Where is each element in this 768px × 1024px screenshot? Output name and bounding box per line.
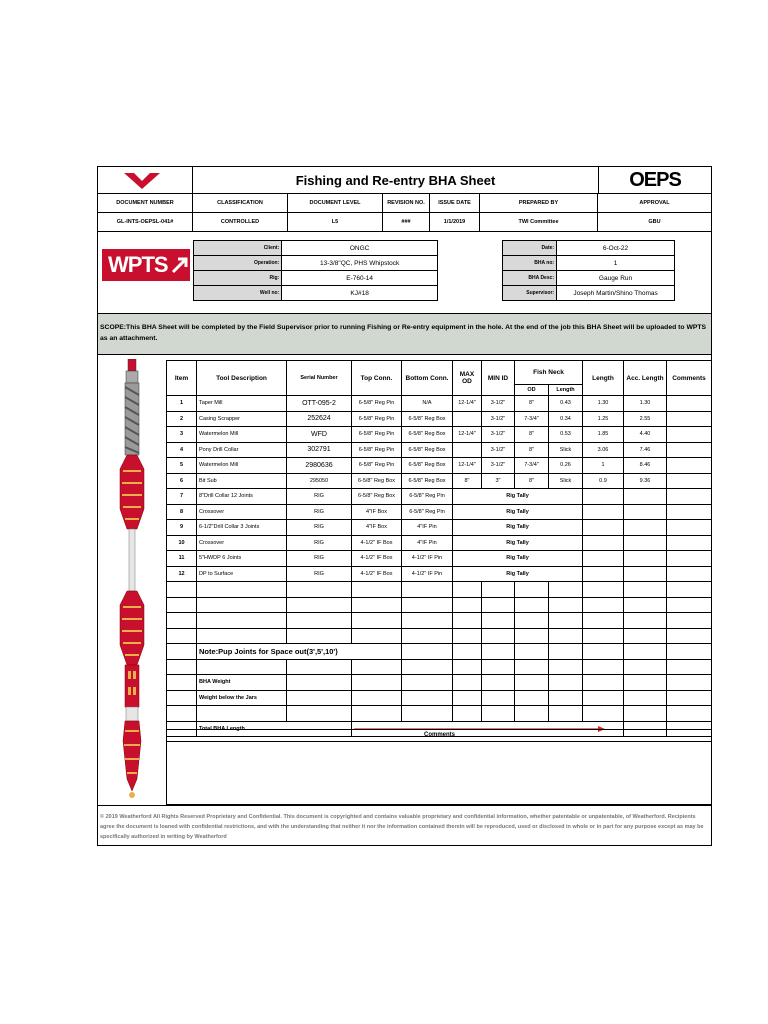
cell-min-id: 3-1/2" — [482, 427, 515, 443]
cell-max-od: 8" — [453, 473, 482, 489]
cell-fn-len: Slick — [549, 442, 583, 458]
cell-length: 1 — [583, 458, 624, 474]
comments-title: Comments — [167, 730, 712, 742]
empty-row — [167, 706, 712, 722]
cell-comment — [667, 411, 712, 427]
col-max-od: MAX OD — [453, 361, 482, 396]
cell-top: 6-5/8" Reg Box — [352, 473, 402, 489]
weatherford-logo-icon — [98, 167, 193, 193]
doc-label: DOCUMENT NUMBER — [98, 194, 193, 212]
cell-tool: Watermelon Mill — [197, 458, 287, 474]
cell-top: 6-5/8" Reg Pin — [352, 396, 402, 412]
cell-top: 4-1/2" IF Box — [352, 535, 402, 551]
cell-serial: 2980636 — [287, 458, 352, 474]
page-title: Fishing and Re-entry BHA Sheet — [295, 172, 496, 188]
bha-drawing — [108, 359, 158, 809]
well-info-row — [194, 256, 438, 271]
cell-bottom: 6-5/8" Reg Pin — [402, 489, 453, 505]
cell-top: 6-5/8" Reg Pin — [352, 427, 402, 443]
job-info-row — [503, 256, 675, 271]
cell-serial: RIG — [287, 551, 352, 567]
cell-fn-len: 0.26 — [549, 458, 583, 474]
cell-fn-len: Slick — [549, 473, 583, 489]
cell-tool: 5"HWDP 6 Joints — [197, 551, 287, 567]
cell-top: 4-1/2" IF Box — [352, 566, 402, 582]
cell-serial: OTT-095-2 — [287, 396, 352, 412]
job-info-value: Gauge Run — [557, 271, 675, 286]
col-acc-length: Acc. Length — [624, 361, 667, 396]
empty-row — [167, 613, 712, 629]
cell-max-od: 12-1/4" — [453, 458, 482, 474]
weatherford-logo — [98, 167, 193, 193]
cell-tool: Bit Sub — [197, 473, 287, 489]
cell-bottom: N/A — [402, 396, 453, 412]
cell-tool: Taper Mill — [197, 396, 287, 412]
cell-serial: 295050 — [287, 473, 352, 489]
table-row — [167, 427, 712, 443]
cell-acc: 9.36 — [624, 473, 667, 489]
doc-label: DOCUMENT LEVEL — [288, 194, 383, 212]
job-info-row — [503, 286, 675, 301]
cell-serial: WFD — [287, 427, 352, 443]
bha-weight-label: BHA Weight — [197, 675, 287, 691]
cell-acc: 7.46 — [624, 442, 667, 458]
cell-max-od — [453, 411, 482, 427]
bha-sheet — [97, 166, 712, 846]
comments-box — [166, 729, 712, 805]
total-length-label: Total BHA Length — [197, 721, 352, 737]
cell-tool: Pony Drill Collar — [197, 442, 287, 458]
cell-length: 3.06 — [583, 442, 624, 458]
cell-fn-len: 0.53 — [549, 427, 583, 443]
cell-rig-tally: Rig Tally — [453, 535, 583, 551]
table-row — [167, 489, 712, 505]
cell-rig-tally: Rig Tally — [453, 520, 583, 536]
table-row — [167, 551, 712, 567]
cell-item: 3 — [167, 427, 197, 443]
well-info-value: KJ#18 — [282, 286, 438, 301]
col-min-id: MIN ID — [482, 361, 515, 396]
cell-length: 0.9 — [583, 473, 624, 489]
table-row — [167, 411, 712, 427]
scope-text: SCOPE:This BHA Sheet will be completed by the Field Supervisor prior to running Fishing or Re-entry equipment in the hole. At the end of the job this BHA Sheet will be uploaded to WPTS as an attachment. — [98, 313, 711, 355]
bha-weight-row — [167, 675, 712, 691]
col-fish-neck: Fish Neck — [515, 361, 583, 385]
cell-top: 6-5/8" Reg Box — [352, 489, 402, 505]
note-row — [167, 644, 712, 660]
oeps-brand: OEPS — [629, 168, 681, 191]
cell-item: 9 — [167, 520, 197, 536]
cell-fn-len: 0.43 — [549, 396, 583, 412]
doc-label: REVISION NO. — [383, 194, 430, 212]
cell-length: 1.30 — [583, 396, 624, 412]
cell-item: 6 — [167, 473, 197, 489]
doc-value: CONTROLLED — [193, 213, 288, 231]
cell-comment — [667, 427, 712, 443]
well-info-label: Rig: — [194, 271, 282, 286]
cell-bottom: 4"IF Pin — [402, 535, 453, 551]
cell-max-od — [453, 442, 482, 458]
cell-min-id: 3-1/2" — [482, 396, 515, 412]
cell-item: 12 — [167, 566, 197, 582]
cell-min-id: 3-1/2" — [482, 442, 515, 458]
well-info-label: Client: — [194, 241, 282, 256]
cell-serial: RIG — [287, 504, 352, 520]
doc-header-labels — [98, 194, 711, 213]
cell-serial: RIG — [287, 566, 352, 582]
footer-disclaimer: © 2019 Weatherford All Rights Reserved Proprietary and Confidential. This document is copyrighted and contains valuable proprietary and confidential information, whether patentable or unpatentable, of Weatherford. Recipients agree the document is loaned with confidential restrictions, and with the understanding that neither it nor the information contained therein will be reproduced, used or disclosed in whole or in part for any purpose except as may be specifically authorized in writing by Weatherford — [98, 805, 711, 845]
table-row — [167, 520, 712, 536]
cell-fn-od: 7-3/4" — [515, 411, 549, 427]
well-info-value: 13-3/8"QC, PHS Whipstock — [282, 256, 438, 271]
well-info-value: ONGC — [282, 241, 438, 256]
table-row — [167, 535, 712, 551]
doc-value: GBU — [648, 219, 661, 225]
cell-tool: Crossover — [197, 535, 287, 551]
doc-label: CLASSIFICATION — [193, 194, 288, 212]
cell-acc: 4.40 — [624, 427, 667, 443]
cell-bottom: 6-5/8" Reg Pin — [402, 504, 453, 520]
cell-item: 11 — [167, 551, 197, 567]
job-info-label: Supervisor: — [503, 286, 557, 301]
cell-tool: Casing Scrapper — [197, 411, 287, 427]
cell-min-id: 3-1/2" — [482, 411, 515, 427]
well-info-label: Well no: — [194, 286, 282, 301]
pup-joint-note: Note:Pup Joints for Space out(3',5',10') — [197, 644, 402, 660]
cell-top: 6-5/8" Reg Pin — [352, 411, 402, 427]
weight-below-jars-label: Weight below the Jars — [197, 690, 287, 706]
wpts-arrow-icon — [170, 255, 190, 275]
cell-min-id: 3" — [482, 473, 515, 489]
doc-label: APPROVAL — [639, 200, 670, 206]
col-length: Length — [583, 361, 624, 396]
weight-jars-row — [167, 690, 712, 706]
well-info-row — [194, 241, 438, 256]
cell-fn-len: 0.34 — [549, 411, 583, 427]
title-row — [98, 167, 711, 194]
cell-top: 4-1/2" IF Box — [352, 551, 402, 567]
cell-bottom: 6-5/8" Reg Box — [402, 411, 453, 427]
cell-item: 7 — [167, 489, 197, 505]
cell-rig-tally: Rig Tally — [453, 489, 583, 505]
cell-tool: DP to Surface — [197, 566, 287, 582]
wpts-logo — [102, 249, 190, 281]
cell-top: 6-5/8" Reg Pin — [352, 442, 402, 458]
col-fn-length: Length — [549, 385, 583, 396]
doc-value: ### — [383, 213, 430, 231]
cell-min-id: 3-1/2" — [482, 458, 515, 474]
cell-comment — [667, 442, 712, 458]
empty-row — [167, 659, 712, 675]
doc-value: TWI Committee — [480, 213, 598, 231]
cell-length: 1.25 — [583, 411, 624, 427]
job-info-row — [503, 271, 675, 286]
cell-serial: RIG — [287, 489, 352, 505]
job-info-value: 6-Oct-22 — [557, 241, 675, 256]
cell-tool: 8"Drill Collar 12 Joints — [197, 489, 287, 505]
bha-table — [166, 360, 712, 737]
cell-max-od: 12-1/4" — [453, 396, 482, 412]
cell-comment — [667, 396, 712, 412]
col-top-conn: Top Conn. — [352, 361, 402, 396]
table-row — [167, 442, 712, 458]
job-info-value: 1 — [557, 256, 675, 271]
col-fn-od: OD — [515, 385, 549, 396]
job-info-table — [502, 240, 675, 301]
cell-rig-tally: Rig Tally — [453, 551, 583, 567]
cell-fn-od: 8" — [515, 427, 549, 443]
cell-fn-od: 8" — [515, 396, 549, 412]
cell-rig-tally: Rig Tally — [453, 504, 583, 520]
col-bottom-conn: Bottom Conn. — [402, 361, 453, 396]
cell-bottom: 4-1/2" IF Pin — [402, 566, 453, 582]
col-item: Item — [167, 361, 197, 396]
table-row — [167, 473, 712, 489]
cell-acc: 8.46 — [624, 458, 667, 474]
table-row — [167, 566, 712, 582]
cell-item: 10 — [167, 535, 197, 551]
cell-top: 4"IF Box — [352, 504, 402, 520]
cell-length: 1.85 — [583, 427, 624, 443]
cell-acc: 2.55 — [624, 411, 667, 427]
cell-bottom: 4"IF Pin — [402, 520, 453, 536]
well-info-value: E-760-14 — [282, 271, 438, 286]
cell-bottom: 6-5/8" Reg Box — [402, 473, 453, 489]
job-info-label: Date: — [503, 241, 557, 256]
well-info-row — [194, 271, 438, 286]
cell-item: 2 — [167, 411, 197, 427]
cell-serial: RIG — [287, 535, 352, 551]
cell-top: 4"IF Box — [352, 520, 402, 536]
cell-acc: 1.30 — [624, 396, 667, 412]
cell-tool: Crossover — [197, 504, 287, 520]
cell-item: 4 — [167, 442, 197, 458]
oeps-logo — [598, 167, 711, 193]
cell-bottom: 6-5/8" Reg Box — [402, 442, 453, 458]
doc-value: 1/1/2019 — [430, 213, 480, 231]
cell-serial: 252624 — [287, 411, 352, 427]
well-info-row — [194, 286, 438, 301]
col-serial: Serial Number — [287, 361, 352, 396]
table-header-row — [167, 361, 712, 385]
cell-bottom: 4-1/2" IF Pin — [402, 551, 453, 567]
col-tool: Tool Description — [197, 361, 287, 396]
cell-fn-od: 7-3/4" — [515, 458, 549, 474]
job-info-value: Joseph Martin/Shino Thomas — [557, 286, 675, 301]
cell-max-od: 12-1/4" — [453, 427, 482, 443]
empty-row — [167, 628, 712, 644]
job-info-label: BHA Desc: — [503, 271, 557, 286]
cell-comment — [667, 458, 712, 474]
cell-item: 5 — [167, 458, 197, 474]
cell-tool: 6-1/2"Drill Collar 3 Joints — [197, 520, 287, 536]
wpts-logo-text: WPTS — [108, 252, 168, 277]
cell-tool: Watermelon Mill — [197, 427, 287, 443]
cell-bottom: 6-5/8" Reg Box — [402, 427, 453, 443]
cell-rig-tally: Rig Tally — [453, 566, 583, 582]
doc-value: GL-INTS-OEPSL-041# — [98, 213, 193, 231]
cell-item: 1 — [167, 396, 197, 412]
cell-fn-od: 8" — [515, 442, 549, 458]
doc-label: ISSUE DATE — [430, 194, 480, 212]
job-info-row — [503, 241, 675, 256]
cell-comment — [667, 473, 712, 489]
table-row — [167, 458, 712, 474]
cell-serial: 302791 — [287, 442, 352, 458]
cell-item: 8 — [167, 504, 197, 520]
table-row — [167, 396, 712, 412]
empty-row — [167, 582, 712, 598]
cell-serial: RIG — [287, 520, 352, 536]
doc-header-values — [98, 213, 711, 232]
col-comments: Comments — [667, 361, 712, 396]
table-row — [167, 504, 712, 520]
cell-fn-od: 8" — [515, 473, 549, 489]
empty-row — [167, 597, 712, 613]
cell-bottom: 6-5/8" Reg Box — [402, 458, 453, 474]
cell-top: 6-5/8" Reg Pin — [352, 458, 402, 474]
doc-value: L5 — [288, 213, 383, 231]
well-info-table — [193, 240, 438, 301]
job-info-label: BHA no: — [503, 256, 557, 271]
well-info-label: Operation: — [194, 256, 282, 271]
doc-label: PREPARED BY — [480, 194, 598, 212]
